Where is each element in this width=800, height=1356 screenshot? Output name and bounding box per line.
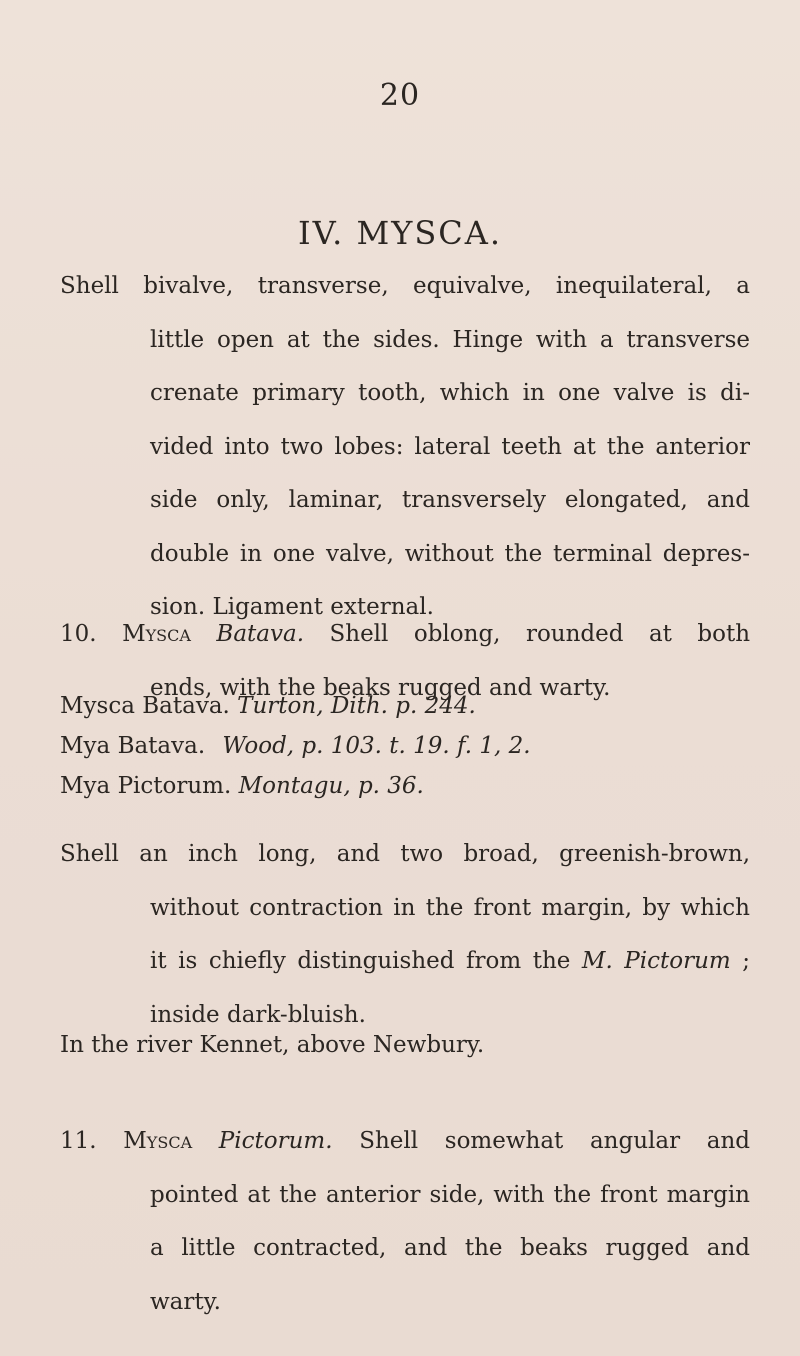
synonym-row [60, 733, 531, 759]
species-diagnosis: Shell oblong, rounded at both [329, 621, 751, 647]
species-genus: Mysca [122, 621, 191, 647]
genus-description-line: vided into two lobes: lateral teeth at the anterior [150, 433, 750, 460]
description-line: Shell an inch long, and two broad, greenish-brown, [60, 841, 750, 867]
species-diagnosis-continued: a little contracted, and the beaks rugged and warty. [150, 1235, 750, 1315]
page-number: 20 [379, 78, 421, 113]
species-11-entry [60, 1115, 750, 1329]
synonym-name: Mya Batava. [60, 733, 206, 759]
synonym-reference: Wood, p. 103. t. 19. f. 1, 2. [222, 733, 531, 759]
species-diagnosis-continued: ends, with the beaks rugged and warty. [150, 674, 611, 701]
genus-description-line: sion. Ligament external. [150, 594, 434, 620]
genus-description-line: little open at the sides. Hinge with a transverse [150, 326, 750, 353]
species-10-description [60, 828, 750, 1042]
species-number: 10. [60, 621, 97, 647]
description-line: inside dark-bluish. [150, 1001, 366, 1028]
genus-description-line: Shell bivalve, transverse, equivalve, inequilateral, a [60, 273, 750, 299]
synonym-row [60, 693, 476, 719]
synonym-reference: Montagu, p. 36. [238, 773, 424, 799]
description-line: it is chiefly distinguished from the M. Pictorum ; [150, 948, 750, 974]
description-line: without contraction in the front margin, by which [150, 894, 750, 921]
genus-description-line: crenate primary tooth, which in one valve is di- [150, 380, 750, 406]
species-diagnosis: Shell somewhat angular and [359, 1128, 750, 1154]
chapter-title: IV. MYSCA. [297, 214, 503, 252]
species-genus: Mysca [123, 1128, 193, 1154]
synonym-name: Mya Pictorum. [60, 773, 232, 799]
species-diagnosis-continued: pointed at the anterior side, with the front margin [150, 1181, 750, 1208]
genus-description-line: double in one valve, without the terminal depres- [150, 540, 750, 567]
synonym-reference: Turton, Dith. p. 244. [237, 693, 476, 719]
species-number: 11. [60, 1128, 97, 1154]
genus-description-line: side only, laminar, transversely elongated, and [150, 487, 750, 513]
species-11-heading [60, 1115, 750, 1169]
species-name: Pictorum. [218, 1128, 333, 1154]
species-name: Batava. [216, 621, 305, 647]
synonym-row [60, 773, 424, 799]
genus-description [60, 260, 750, 635]
synonym-name: Mysca Batava. [60, 693, 230, 719]
species-10-heading [60, 608, 750, 662]
species-10-habitat: In the river Kennet, above Newbury. [60, 1032, 485, 1058]
